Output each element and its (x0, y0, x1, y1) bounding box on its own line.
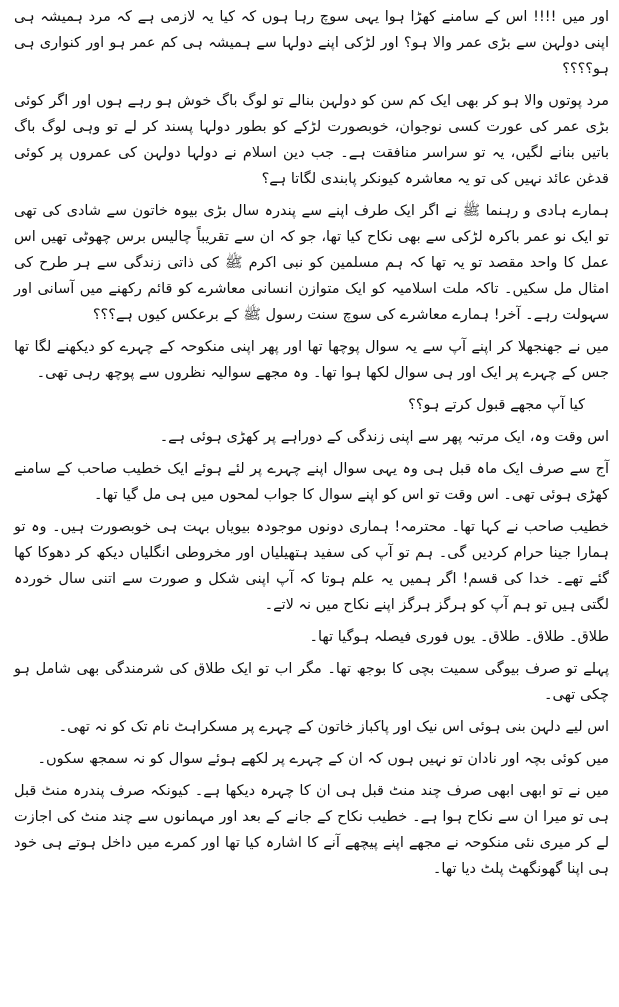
paragraph-11: میں کوئی بچہ اور نادان تو نہیں ہوں کہ ان کے چہرے پر لکھے ہوئے سوال کو نہ سمجھ سکوں۔ (37, 751, 609, 767)
paragraph-8: طلاق۔ طلاق۔ طلاق۔ یوں فوری فیصلہ ہوگیا تھا۔ (309, 629, 609, 645)
paragraph-9: پہلے تو صرف بیوگی سمیت بچی کا بوجھ تھا۔ مگر اب تو ایک طلاق کی شرمندگی بھی شامل ہو چکی تھی۔ (14, 661, 609, 703)
paragraph-3: ہمارے ہادی و رہنما ﷺ نے اگر ایک طرف اپنے سے پندرہ سال بڑی بیوہ خاتون سے شادی کی تھی تو ایک نو عمر باکرہ لڑکی سے بھی نکاح کیا تھا، جو کہ ان سے تقریباً چالیس برس چھوٹی تھیں اس عمل کا واحد مقصد تو یہ تھا کہ ہم مسلمین کو نبی اکرم ﷺ کی ذاتی زندگی سے ہر طرح کی امثال مل سکیں۔ تاکہ ملت اسلامیہ کو ایک متوازن انسانی معاشرے کو قائم رکھنے میں آسانی اور سہولت رہے۔ آخر! ہمارے معاشرے کی سوچ سنت رسول ﷺ کے برعکس کیوں ہے؟؟؟ (14, 203, 609, 323)
paragraph-10: اس لیے دلہن بنی ہوئی اس نیک اور پاکباز خاتون کے چہرے پر مسکراہٹ نام تک کو نہ تھی۔ (58, 719, 609, 735)
paragraph-6: آج سے صرف ایک ماہ قبل ہی وہ یہی سوال اپنے چہرے پر لئے ہوئے ایک خطیب صاحب کے سامنے کھڑی ہوئی تھی۔ اس وقت تو اس کو اپنے سوال کا جواب لمحوں میں ہی مل گیا تھا۔ (14, 461, 609, 503)
paragraph-4: میں نے جھنجھلا کر اپنے آپ سے یہ سوال پوچھا تھا اور پھر اپنی منکوحہ کے چہرے کو دیکھنے لگا تھا جس کے چہرے پر ایک اور ہی سوال لکھا ہوا تھا۔ وہ مجھے سوالیہ نظروں سے پوچھ رہی تھی۔ (14, 339, 609, 381)
question-line: کیا آپ مجھے قبول کرتے ہو؟؟ (408, 397, 585, 413)
paragraph-2: مرد پوتوں والا ہو کر بھی ایک کم سن کو دولہن بنالے تو لوگ باگ خوش ہو رہے ہوں اور اگر کوئی بڑی عمر کی عورت کسی نوجوان، خوبصورت لڑکے کو بطور دولہا پسند کر لے تو وہی لوگ باگ باتیں بنانے لگیں، یہ تو سراسر منافقت ہے۔ جب دین اسلام نے دولہا دولہن کی عمروں پر کوئی قدغن عائد نہیں کی تو یہ معاشرہ کیونکر پابندی لگاتا ہے؟ (14, 93, 609, 187)
paragraph-7: خطیب صاحب نے کہا تھا۔ محترمہ! ہماری دونوں موجودہ بیویاں بہت ہی خوبصورت ہیں۔ وہ تو ہمارا جینا حرام کردیں گی۔ ہم تو آپ کی سفید ہتھیلیاں اور مخروطی انگلیاں دیکھ کر دھوکا کھا گئے تھے۔ خدا کی قسم! اگر ہمیں یہ علم ہوتا کہ آپ اپنی شکل و صورت سے اتنی سال خوردہ لگتی ہیں تو ہم آپ کو ہرگز ہرگز اپنے نکاح میں نہ لاتے۔ (14, 519, 609, 613)
paragraph-1: اور میں !!!! اس کے سامنے کھڑا ہوا یہی سوچ رہا ہوں کہ کیا یہ لازمی ہے کہ مرد ہمیشہ ہی اپنی دولہن سے بڑی عمر والا ہو؟ اور لڑکی اپنے دولہا سے ہمیشہ ہی کم عمر ہو اور کنواری ہی ہو؟؟؟؟ (14, 9, 609, 77)
paragraph-12: میں نے تو ابھی ابھی صرف چند منٹ قبل ہی ان کا چہرہ دیکھا ہے۔ کیونکہ صرف پندرہ منٹ قبل ہی تو میرا ان سے نکاح ہوا ہے۔ خطیب نکاح کے جانے کے بعد اور مہمانوں سے چند منٹ کی اجازت لے کر میری نئی منکوحہ نے مجھے اپنے پیچھے آنے کا اشارہ کیا تھا اور کمرے میں داخل ہوتے ہی خود ہی اپنا گھونگھٹ پلٹ دیا تھا۔ (14, 783, 609, 877)
paragraph-5: اس وقت وہ، ایک مرتبہ پھر سے اپنی زندگی کے دوراہے پر کھڑی ہوئی ہے۔ (159, 429, 609, 445)
